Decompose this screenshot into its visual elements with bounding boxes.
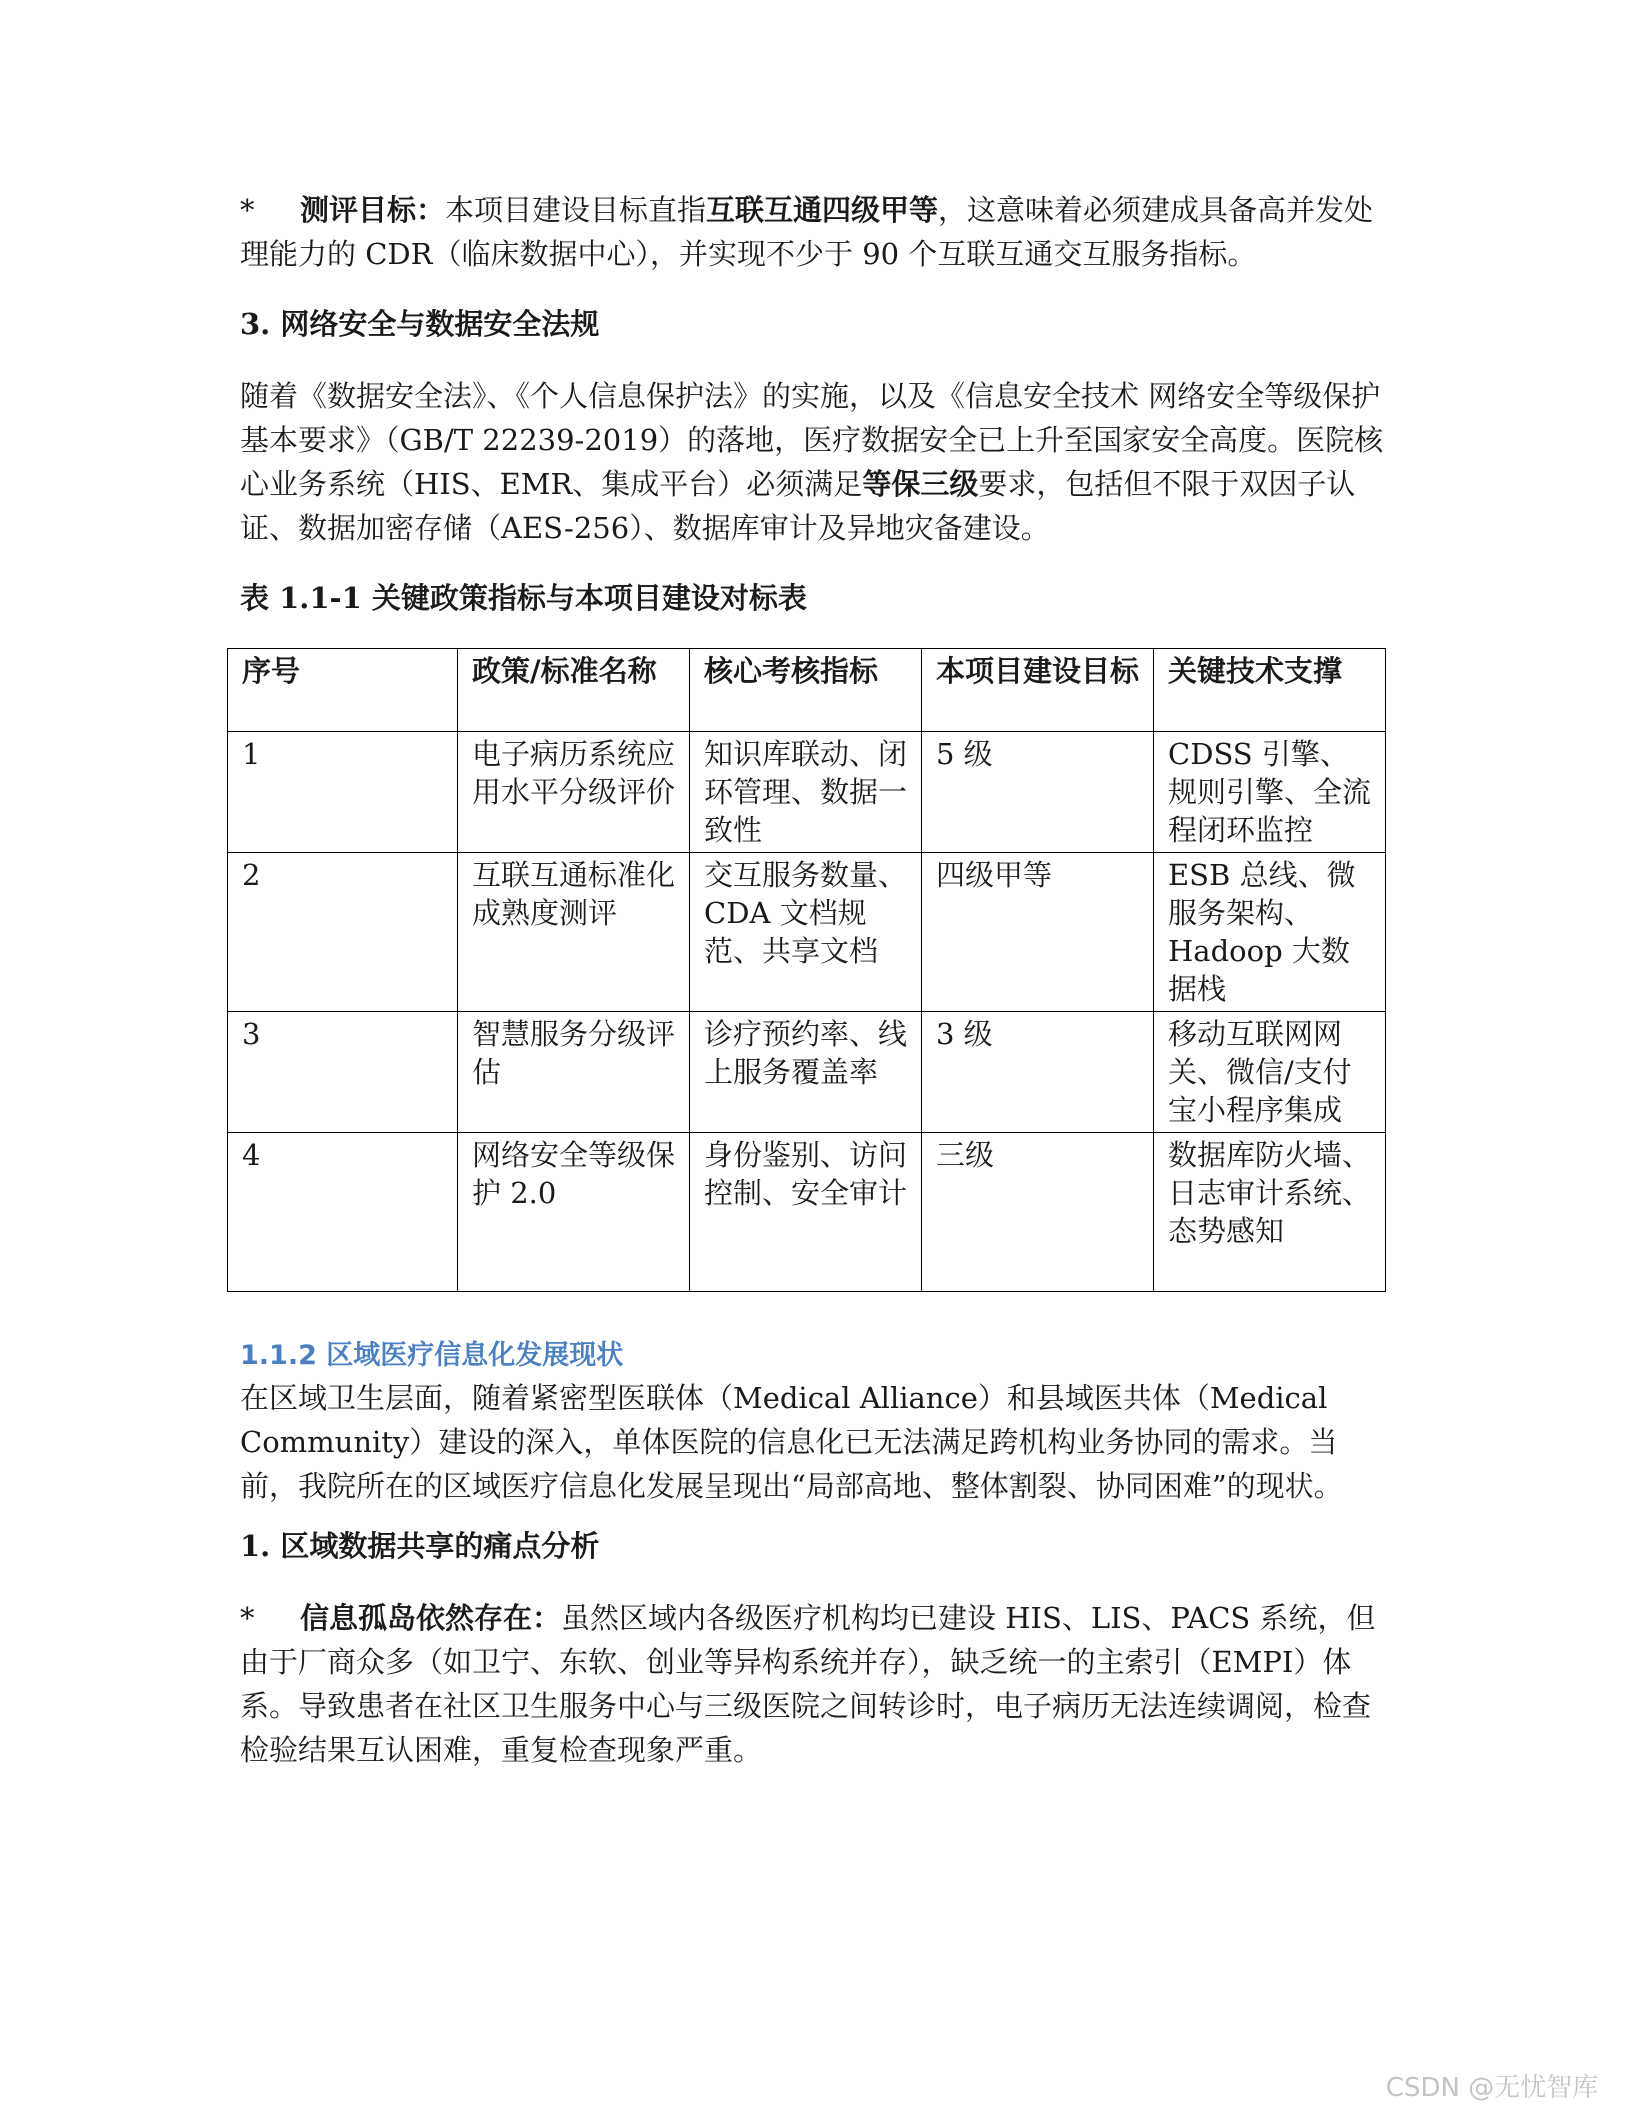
policy-table (227, 648, 1386, 1292)
cell-tech: 移动互联网网关、微信/支付宝小程序集成 (1154, 1012, 1386, 1133)
section3-paragraph (240, 374, 1390, 550)
cell-target: 四级甲等 (922, 853, 1154, 1012)
cell-policy: 互联互通标准化成熟度测评 (458, 853, 690, 1012)
cell-policy: 智慧服务分级评估 (458, 1012, 690, 1133)
section1-paragraph (240, 1596, 1390, 1772)
section1-heading: 1. 区域数据共享的痛点分析 (240, 1529, 600, 1563)
header-tech: 关键技术支撑 (1154, 649, 1386, 732)
bullet-marker: * (240, 193, 255, 227)
header-target: 本项目建设目标 (922, 649, 1154, 732)
eval-goal-bold: 互联互通四级甲等 (706, 193, 939, 227)
header-policy: 政策/标准名称 (458, 649, 690, 732)
cell-tech: ESB 总线、微服务架构、Hadoop 大数据栈 (1154, 853, 1386, 1012)
table-row (228, 1133, 1386, 1292)
eval-goal-text-before: 本项目建设目标直指 (445, 193, 707, 227)
cell-target: 三级 (922, 1133, 1154, 1292)
cell-target: 5 级 (922, 732, 1154, 853)
table-row (228, 1012, 1386, 1133)
header-index: 序号 (228, 649, 458, 732)
cell-indicator: 知识库联动、闭环管理、数据一致性 (690, 732, 922, 853)
section3-heading: 3. 网络安全与数据安全法规 (240, 307, 600, 341)
section-112-heading: 1.1.2 区域医疗信息化发展现状 (240, 1340, 624, 1371)
eval-goal-paragraph (240, 188, 1390, 276)
cell-index: 2 (228, 853, 458, 1012)
section-112-paragraph: 在区域卫生层面，随着紧密型医联体（Medical Alliance）和县域医共体（Medical Community）建设的深入，单体医院的信息化已无法满足跨机构业务协同的需求。当前，我院所在的区域医疗信息化发展呈现出“局部高地、整体割裂、协同困难”的现状。 (240, 1381, 1343, 1503)
eval-goal-text-after: ，这意味着必须建成具备高并发处理能力的 CDR（临床数据中心），并实现不少于 90 个互联互通交互服务指标。 (240, 193, 1374, 271)
section3-bold: 等保三级 (862, 467, 979, 501)
bullet-marker: * (240, 1601, 255, 1635)
cell-index: 3 (228, 1012, 458, 1133)
table-row (228, 853, 1386, 1012)
cell-tech: 数据库防火墙、日志审计系统、态势感知 (1154, 1133, 1386, 1292)
cell-tech: CDSS 引擎、规则引擎、全流程闭环监控 (1154, 732, 1386, 853)
cell-indicator: 身份鉴别、访问控制、安全审计 (690, 1133, 922, 1292)
watermark: CSDN @无忧智库 (1352, 2058, 1632, 2112)
cell-indicator: 诊疗预约率、线上服务覆盖率 (690, 1012, 922, 1133)
cell-index: 1 (228, 732, 458, 853)
cell-index: 4 (228, 1133, 458, 1292)
section1-label: 信息孤岛依然存在： (300, 1601, 562, 1635)
cell-policy: 网络安全等级保护 2.0 (458, 1133, 690, 1292)
cell-target: 3 级 (922, 1012, 1154, 1133)
section3-text-after: 要求，包括但不限于双因子认证、数据加密存储（AES-256）、数据库审计及异地灾备建设。 (240, 467, 1356, 545)
table-caption: 表 1.1-1 关键政策指标与本项目建设对标表 (240, 581, 807, 615)
eval-goal-label: 测评目标： (300, 193, 446, 227)
cell-policy: 电子病历系统应用水平分级评价 (458, 732, 690, 853)
table-header-row (228, 649, 1386, 732)
section1-text: 虽然区域内各级医疗机构均已建设 HIS、LIS、PACS 系统，但由于厂商众多（如卫宁、东软、创业等异构系统并存），缺乏统一的主索引（EMPI）体系。导致患者在社区卫生服务中心与三级医院之间转诊时，电子病历无法连续调阅，检查检验结果互认困难，重复检查现象严重。 (240, 1601, 1376, 1767)
table-row (228, 732, 1386, 853)
header-indicator: 核心考核指标 (690, 649, 922, 732)
section3-text-before: 随着《数据安全法》、《个人信息保护法》的实施，以及《信息安全技术 网络安全等级保护基本要求》（GB/T 22239-2019）的落地，医疗数据安全已上升至国家安全高度。医院核心业务系统（HIS、EMR、集成平台）必须满足 (240, 379, 1384, 501)
cell-indicator: 交互服务数量、CDA 文档规范、共享文档 (690, 853, 922, 1012)
